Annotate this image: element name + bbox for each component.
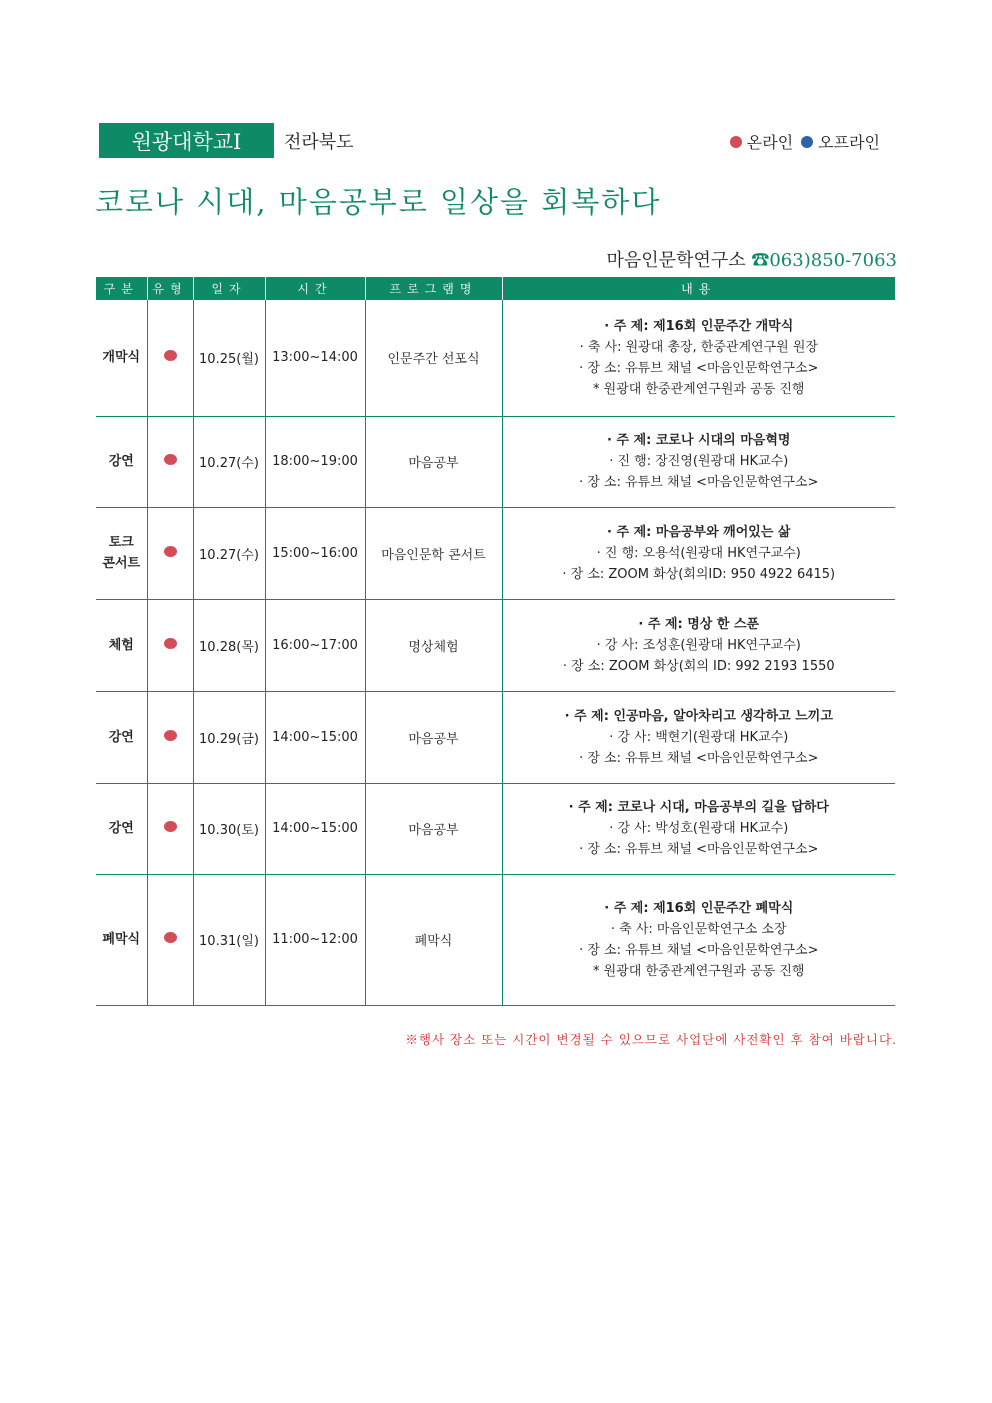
table-row bbox=[96, 507, 895, 599]
date-cell: 10.27(수) bbox=[193, 507, 265, 599]
time-cell: 11:00~12:00 bbox=[265, 874, 365, 1005]
table-row bbox=[96, 691, 895, 783]
program-cell: 마음공부 bbox=[365, 416, 502, 507]
date-cell: 10.27(수) bbox=[193, 416, 265, 507]
content-line: · 장 소: 유튜브 채널 <마음인문학연구소> bbox=[579, 942, 819, 958]
category-cell bbox=[96, 300, 147, 416]
content-cell bbox=[502, 783, 895, 874]
contact-info bbox=[607, 246, 897, 272]
date-cell: 10.31(일) bbox=[193, 874, 265, 1005]
time-cell: 14:00~15:00 bbox=[265, 691, 365, 783]
category-cell bbox=[96, 599, 147, 691]
date-cell: 10.25(월) bbox=[193, 300, 265, 416]
date-cell: 10.30(토) bbox=[193, 783, 265, 874]
category-cell bbox=[96, 691, 147, 783]
schedule-table bbox=[96, 277, 895, 1006]
online-dot-icon bbox=[164, 350, 177, 361]
online-dot-icon bbox=[164, 821, 177, 832]
category-line: 콘서트 bbox=[102, 556, 141, 571]
program-cell: 폐막식 bbox=[365, 874, 502, 1005]
category-line: 강연 bbox=[108, 454, 134, 469]
column-header: 시간 bbox=[265, 277, 365, 300]
content-line: · 강 사: 백현기(원광대 HK교수) bbox=[609, 729, 789, 745]
column-header: 일자 bbox=[193, 277, 265, 300]
type-cell bbox=[147, 416, 193, 507]
content-line: · 진 행: 장진영(원광대 HK교수) bbox=[609, 454, 789, 469]
content-line: · 주 제: 마음공부와 깨어있는 삶 bbox=[607, 524, 791, 540]
column-header: 구분 bbox=[96, 277, 147, 300]
column-header: 유형 bbox=[147, 277, 193, 300]
program-cell: 명상체험 bbox=[365, 599, 502, 691]
time-cell: 15:00~16:00 bbox=[265, 507, 365, 599]
table-row bbox=[96, 416, 895, 507]
type-cell bbox=[147, 691, 193, 783]
type-cell bbox=[147, 300, 193, 416]
online-dot-icon bbox=[730, 136, 742, 148]
legend bbox=[722, 130, 880, 153]
content-line: · 강 사: 박성호(원광대 HK교수) bbox=[609, 821, 789, 836]
content-line: · 주 제: 제16회 인문주간 폐막식 bbox=[604, 900, 794, 916]
table-row bbox=[96, 599, 895, 691]
type-cell bbox=[147, 599, 193, 691]
content-cell bbox=[502, 691, 895, 783]
legend-online-label: 온라인 bbox=[746, 133, 794, 152]
institute-name: 마음인문학연구소 bbox=[606, 250, 746, 271]
region-label: 전라북도 bbox=[284, 132, 354, 153]
legend-offline-label: 오프라인 bbox=[818, 133, 880, 152]
time-cell: 18:00~19:00 bbox=[265, 416, 365, 507]
date-cell: 10.28(목) bbox=[193, 599, 265, 691]
content-line: · 주 제: 명상 한 스푼 bbox=[638, 616, 760, 632]
content-line: · 주 제: 코로나 시대, 마음공부의 길을 답하다 bbox=[568, 800, 829, 815]
content-line: · 주 제: 인공마음, 알아차리고 생각하고 느끼고 bbox=[564, 708, 833, 724]
online-dot-icon bbox=[164, 546, 177, 557]
content-line: * 원광대 한중관계연구원과 공동 진행 bbox=[593, 963, 805, 979]
content-line: · 장 소: 유튜브 채널 <마음인문학연구소> bbox=[579, 360, 819, 376]
content-line: · 진 행: 오용석(원광대 HK연구교수) bbox=[596, 545, 801, 561]
online-dot-icon bbox=[164, 638, 177, 649]
content-line: · 장 소: 유튜브 채널 <마음인문학연구소> bbox=[579, 842, 819, 857]
category-cell bbox=[96, 416, 147, 507]
category-line: 체험 bbox=[108, 637, 134, 653]
online-dot-icon bbox=[164, 454, 177, 465]
offline-dot-icon bbox=[801, 136, 813, 148]
university-label: 원광대학교Ⅰ bbox=[99, 123, 274, 158]
content-line: · 축 사: 원광대 총장, 한중관계연구원 원장 bbox=[579, 339, 818, 355]
category-line: 토크 bbox=[108, 535, 134, 550]
page-title: 코로나 시대, 마음공부로 일상을 회복하다 bbox=[95, 185, 662, 219]
table-row bbox=[96, 783, 895, 874]
content-line: · 장 소: ZOOM 화상(회의ID: 950 4922 6415) bbox=[562, 566, 836, 582]
table-row bbox=[96, 300, 895, 416]
content-cell bbox=[502, 507, 895, 599]
column-header: 프로그램명 bbox=[365, 277, 502, 300]
category-cell bbox=[96, 507, 147, 599]
category-cell bbox=[96, 874, 147, 1005]
online-dot-icon bbox=[164, 932, 177, 943]
content-line: · 강 사: 조성훈(원광대 HK연구교수) bbox=[596, 637, 801, 653]
program-cell: 마음공부 bbox=[365, 783, 502, 874]
program-cell: 마음인문학 콘서트 bbox=[365, 507, 502, 599]
category-line: 강연 bbox=[108, 729, 134, 745]
column-header: 내용 bbox=[502, 277, 895, 300]
category-line: 폐막식 bbox=[102, 932, 141, 947]
type-cell bbox=[147, 874, 193, 1005]
content-cell bbox=[502, 416, 895, 507]
phone-number: ☎063)850-7063 bbox=[751, 250, 897, 271]
content-line: · 장 소: 유튜브 채널 <마음인문학연구소> bbox=[579, 750, 819, 766]
type-cell bbox=[147, 507, 193, 599]
type-cell bbox=[147, 783, 193, 874]
category-line: 개막식 bbox=[102, 350, 141, 366]
footer-note: ※행사 장소 또는 시간이 변경될 수 있으므로 사업단에 사전확인 후 참여 바랍니다. bbox=[405, 1032, 897, 1047]
content-line: * 원광대 한중관계연구원과 공동 진행 bbox=[593, 381, 805, 397]
content-line: · 주 제: 코로나 시대의 마음혁명 bbox=[607, 433, 791, 448]
program-cell: 마음공부 bbox=[365, 691, 502, 783]
program-cell: 인문주간 선포식 bbox=[365, 300, 502, 416]
content-line: · 장 소: ZOOM 화상(회의 ID: 992 2193 1550 bbox=[562, 658, 835, 674]
time-cell: 13:00~14:00 bbox=[265, 300, 365, 416]
time-cell: 16:00~17:00 bbox=[265, 599, 365, 691]
date-cell: 10.29(금) bbox=[193, 691, 265, 783]
content-cell bbox=[502, 874, 895, 1005]
category-line: 강연 bbox=[108, 821, 134, 836]
content-line: · 장 소: 유튜브 채널 <마음인문학연구소> bbox=[579, 475, 819, 490]
content-line: · 축 사: 마음인문학연구소 소장 bbox=[610, 921, 787, 937]
online-dot-icon bbox=[164, 730, 177, 741]
content-cell bbox=[502, 599, 895, 691]
content-line: · 주 제: 제16회 인문주간 개막식 bbox=[604, 318, 794, 334]
table-header-row bbox=[96, 277, 895, 300]
category-cell bbox=[96, 783, 147, 874]
content-cell bbox=[502, 300, 895, 416]
time-cell: 14:00~15:00 bbox=[265, 783, 365, 874]
table-row bbox=[96, 874, 895, 1005]
